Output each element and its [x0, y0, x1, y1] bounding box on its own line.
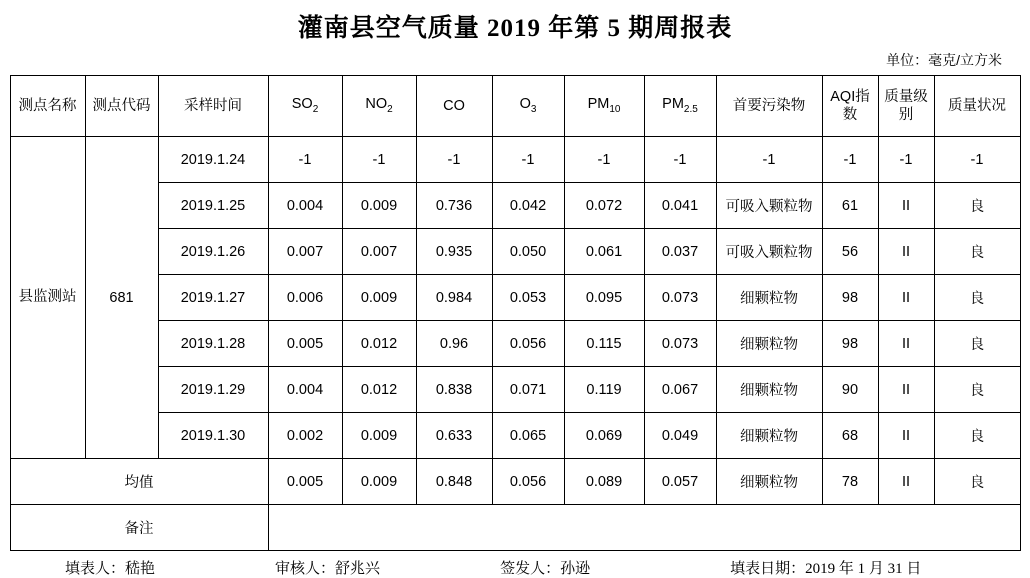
cell-o3: -1 [492, 137, 564, 183]
average-no2: 0.009 [342, 459, 416, 505]
header-no2-sub: 2 [387, 104, 393, 116]
cell-level: II [878, 367, 934, 413]
cell-o3: 0.071 [492, 367, 564, 413]
cell-pollutant: 细颗粒物 [716, 321, 822, 367]
auditor-field [275, 557, 380, 578]
cell-pm25: -1 [644, 137, 716, 183]
header-sample-time: 采样时间 [158, 76, 268, 137]
table-header-row [10, 76, 1020, 137]
cell-pollutant: 可吸入颗粒物 [716, 183, 822, 229]
cell-pm10: 0.061 [564, 229, 644, 275]
table-row [10, 183, 1020, 229]
cell-aqi: 61 [822, 183, 878, 229]
table-row [10, 275, 1020, 321]
cell-co: -1 [416, 137, 492, 183]
average-co: 0.848 [416, 459, 492, 505]
header-pm10-sub: 10 [609, 104, 621, 116]
cell-pollutant: 细颗粒物 [716, 367, 822, 413]
average-so2: 0.005 [268, 459, 342, 505]
cell-pm10: 0.119 [564, 367, 644, 413]
fill-date-value: 2019 年 1 月 31 日 [805, 561, 922, 577]
cell-so2: 0.002 [268, 413, 342, 459]
table-row [10, 137, 1020, 183]
header-no2 [342, 76, 416, 137]
cell-level: -1 [878, 137, 934, 183]
header-no2-base: NO [365, 96, 388, 113]
average-aqi: 78 [822, 459, 878, 505]
average-status: 良 [934, 459, 1020, 505]
header-o3-sub: 3 [530, 104, 537, 116]
filler-label: 填表人： [65, 560, 126, 577]
cell-date: 2019.1.30 [158, 413, 268, 459]
cell-so2: -1 [268, 137, 342, 183]
signature-footer [10, 557, 1020, 578]
filler-value: 嵇艳 [125, 561, 156, 577]
cell-co: 0.96 [416, 321, 492, 367]
cell-pollutant: 细颗粒物 [716, 413, 822, 459]
header-pm25-base: PM [662, 96, 684, 113]
cell-status: 良 [934, 321, 1020, 367]
fill-date-field [730, 557, 921, 578]
station-code-cell: 681 [85, 137, 158, 459]
cell-pm10: 0.072 [564, 183, 644, 229]
header-o3 [492, 76, 564, 137]
cell-pollutant: 细颗粒物 [716, 275, 822, 321]
cell-no2: 0.007 [342, 229, 416, 275]
cell-no2: 0.009 [342, 275, 416, 321]
header-code: 测点代码 [85, 76, 158, 137]
cell-o3: 0.053 [492, 275, 564, 321]
table-row [10, 413, 1020, 459]
cell-pollutant: 可吸入颗粒物 [716, 229, 822, 275]
cell-o3: 0.056 [492, 321, 564, 367]
page-title: 灌南县空气质量 2019 年第 5 期周报表 [297, 15, 733, 42]
average-pm25: 0.057 [644, 459, 716, 505]
average-level: II [878, 459, 934, 505]
issuer-field [500, 557, 590, 578]
auditor-label: 审核人： [275, 560, 336, 577]
cell-co: 0.736 [416, 183, 492, 229]
cell-level: II [878, 413, 934, 459]
header-pm25 [644, 76, 716, 137]
filler-field [65, 557, 155, 578]
table-row [10, 321, 1020, 367]
header-primary-pollutant: 首要污染物 [716, 76, 822, 137]
auditor-value: 舒兆兴 [335, 561, 381, 577]
cell-co: 0.984 [416, 275, 492, 321]
cell-co: 0.935 [416, 229, 492, 275]
average-pollutant: 细颗粒物 [716, 459, 822, 505]
cell-pm25: 0.041 [644, 183, 716, 229]
cell-status: 良 [934, 183, 1020, 229]
cell-status: 良 [934, 229, 1020, 275]
cell-co: 0.838 [416, 367, 492, 413]
cell-aqi: -1 [822, 137, 878, 183]
header-so2 [268, 76, 342, 137]
cell-level: II [878, 183, 934, 229]
remark-label: 备注 [10, 505, 268, 551]
average-row [10, 459, 1020, 505]
cell-so2: 0.004 [268, 367, 342, 413]
cell-no2: 0.012 [342, 367, 416, 413]
average-pm10: 0.089 [564, 459, 644, 505]
cell-so2: 0.007 [268, 229, 342, 275]
header-pm10 [564, 76, 644, 137]
cell-no2: -1 [342, 137, 416, 183]
cell-so2: 0.005 [268, 321, 342, 367]
cell-aqi: 90 [822, 367, 878, 413]
cell-level: II [878, 275, 934, 321]
cell-date: 2019.1.28 [158, 321, 268, 367]
cell-pollutant: -1 [716, 137, 822, 183]
cell-status: -1 [934, 137, 1020, 183]
header-level: 质量级别 [878, 76, 934, 137]
cell-date: 2019.1.27 [158, 275, 268, 321]
table-row [10, 367, 1020, 413]
cell-no2: 0.009 [342, 413, 416, 459]
fill-date-label: 填表日期： [730, 560, 806, 577]
cell-pm10: 0.115 [564, 321, 644, 367]
unit-note: 单位：毫克/立方米 [886, 52, 1002, 68]
cell-aqi: 68 [822, 413, 878, 459]
cell-status: 良 [934, 275, 1020, 321]
average-o3: 0.056 [492, 459, 564, 505]
cell-pm10: 0.069 [564, 413, 644, 459]
issuer-value: 孙逊 [560, 561, 591, 577]
cell-date: 2019.1.24 [158, 137, 268, 183]
cell-date: 2019.1.26 [158, 229, 268, 275]
header-status: 质量状况 [934, 76, 1020, 137]
cell-no2: 0.012 [342, 321, 416, 367]
cell-pm25: 0.067 [644, 367, 716, 413]
cell-pm25: 0.073 [644, 275, 716, 321]
cell-pm25: 0.049 [644, 413, 716, 459]
cell-pm10: 0.095 [564, 275, 644, 321]
cell-so2: 0.006 [268, 275, 342, 321]
issuer-label: 签发人： [500, 560, 561, 577]
cell-pm25: 0.037 [644, 229, 716, 275]
cell-so2: 0.004 [268, 183, 342, 229]
cell-pm10: -1 [564, 137, 644, 183]
table-row [10, 229, 1020, 275]
remark-row [10, 505, 1020, 551]
cell-o3: 0.050 [492, 229, 564, 275]
header-pm10-base: PM [587, 96, 610, 113]
cell-o3: 0.065 [492, 413, 564, 459]
cell-co: 0.633 [416, 413, 492, 459]
cell-level: II [878, 321, 934, 367]
cell-no2: 0.009 [342, 183, 416, 229]
cell-aqi: 98 [822, 275, 878, 321]
cell-date: 2019.1.29 [158, 367, 268, 413]
cell-status: 良 [934, 413, 1020, 459]
remark-value [268, 505, 1020, 551]
cell-pm25: 0.073 [644, 321, 716, 367]
cell-status: 良 [934, 367, 1020, 413]
header-so2-base: SO [291, 96, 313, 113]
header-pm25-sub: 2.5 [683, 104, 698, 116]
cell-level: II [878, 229, 934, 275]
header-o3-base: O [519, 96, 531, 113]
header-co: CO [416, 76, 492, 137]
header-station: 测点名称 [10, 76, 85, 137]
air-quality-table [10, 75, 1021, 551]
cell-aqi: 56 [822, 229, 878, 275]
header-so2-sub: 2 [312, 104, 319, 116]
cell-aqi: 98 [822, 321, 878, 367]
header-aqi: AQI指数 [822, 76, 878, 137]
cell-date: 2019.1.25 [158, 183, 268, 229]
station-name-cell: 县监测站 [10, 137, 85, 459]
average-label: 均值 [10, 459, 268, 505]
cell-o3: 0.042 [492, 183, 564, 229]
